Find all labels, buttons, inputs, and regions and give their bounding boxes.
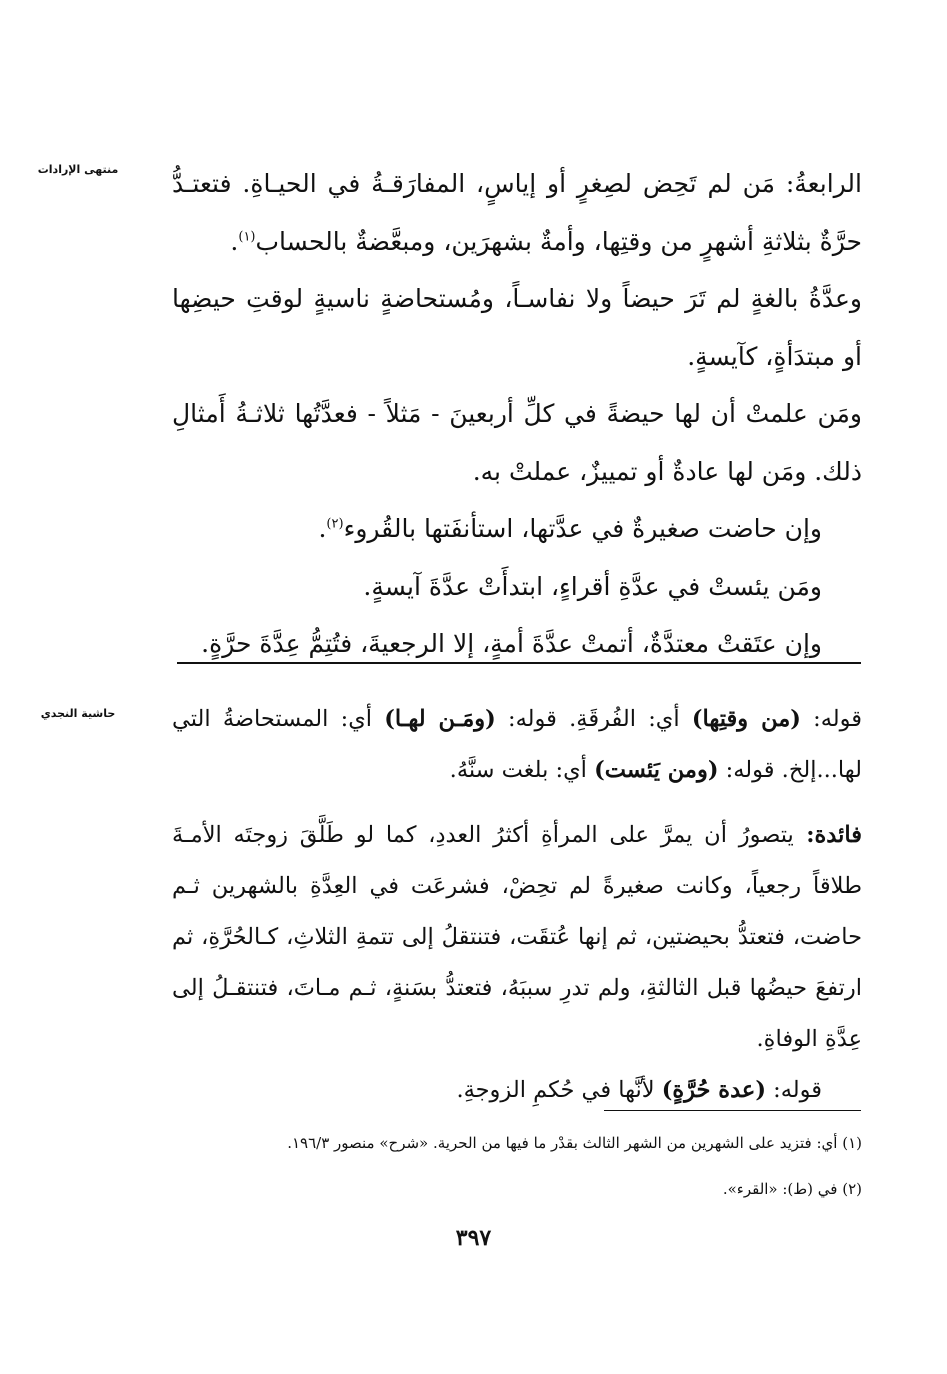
footnote-divider bbox=[604, 1110, 861, 1111]
footnote-ref: (٢) bbox=[326, 516, 344, 532]
main-text bbox=[172, 155, 862, 673]
commentary-text bbox=[172, 694, 862, 1116]
section-divider bbox=[177, 662, 861, 664]
commentary-paragraph: فائدة: يتصورُ أن يمرَّ على المرأةِ أكثرُ العددِ، كما لو طَلَّقَ زوجتَه الأمـةَ طلاقاً رجعياً، وكانت صغيرةً لم تحِضْ، فشرعَت في العِدَّةِ بالشهرين ثـم حاضت، فتعتدُّ بحيضتين، ثم إنها عُتقَت، فتنتقلُ إلى تتمةِ الثلاثِ، كـالحُرَّةِ، ثم ارتفعَ حيضُها قبل الثالثةِ، ولم تدرِ سببَهُ، فتعتدُّ بسَنةٍ، ثـم مـاتَ، فتنتقـلُ إلى عِدَّةِ الوفاةِ. bbox=[172, 822, 862, 1052]
margin-label-source-text: منتهى الإرادات bbox=[37, 163, 119, 176]
footnote: (١) أي: فتزيد على الشهرين من الشهر الثالث بقدْر ما فيها من الحرية. «شرح» منصور ١٩٦/٣. bbox=[287, 1134, 862, 1152]
main-paragraph: الرابعةُ: مَن لم تَحِض لصِغرٍ أو إياسٍ، المفارَقـةُ في الحيـاةِ. فتعتـدُّ حرَّةٌ بثلاثةِ أشهرٍ من وقتِها، وأمةٌ بشهرَين، ومبعَّضةٌ بالحساب$^{(١)}$. bbox=[172, 169, 862, 256]
footnote: (٢) في (ط): «القرء». bbox=[722, 1180, 862, 1198]
page-number: ٣٩٧ bbox=[455, 1225, 492, 1251]
main-paragraph: وإن عتَقتْ معتدَّةٌ، أتمتْ عدَّةَ أمةٍ، إلا الرجعيةَ، فتُتِمُّ عِدَّةَ حرَّةٍ. bbox=[201, 629, 822, 658]
commentary-paragraph: قوله: (من وقتِها) أي: الفُرقَةِ. قوله: (ومَـن لهـا) أي: المستحاضةُ التي لها...إلخ. قوله: (ومن يَئست) أي: بلغت سنَّهُ. bbox=[172, 706, 863, 783]
main-paragraph: وعدَّةُ بالغةٍ لم تَرَ حيضاً ولا نفاسـاً، ومُستحاضةٍ ناسيةٍ لوقتِ حيضِها أو مبتدَأةٍ، كآيسةٍ. bbox=[172, 284, 862, 371]
main-paragraph: ومَن علمتْ أن لها حيضةً في كلِّ أربعينَ - مَثلاً - فعدَّتُها ثلاثـةُ أَمثالِ ذلك. ومَن لها عادةٌ أو تمييزٌ، عملتْ به. bbox=[172, 399, 862, 486]
footnotes bbox=[172, 1120, 862, 1212]
main-paragraph: وإن حاضت صغيرةٌ في عدَّتها، استأنفَتها بالقُروء$^{(٢)}$. bbox=[318, 514, 822, 543]
commentary-paragraph: قوله: (عدة حُرَّةٍ) لأنَّها في حُكمِ الزوجةِ. bbox=[456, 1077, 822, 1103]
footnote-ref: (١) bbox=[238, 229, 256, 245]
margin-label-commentary: حاشية النجدي bbox=[40, 707, 116, 720]
main-paragraph: ومَن يئستْ في عدَّةِ أقراءٍ، ابتدأَتْ عدَّةَ آيسةٍ. bbox=[363, 571, 822, 601]
